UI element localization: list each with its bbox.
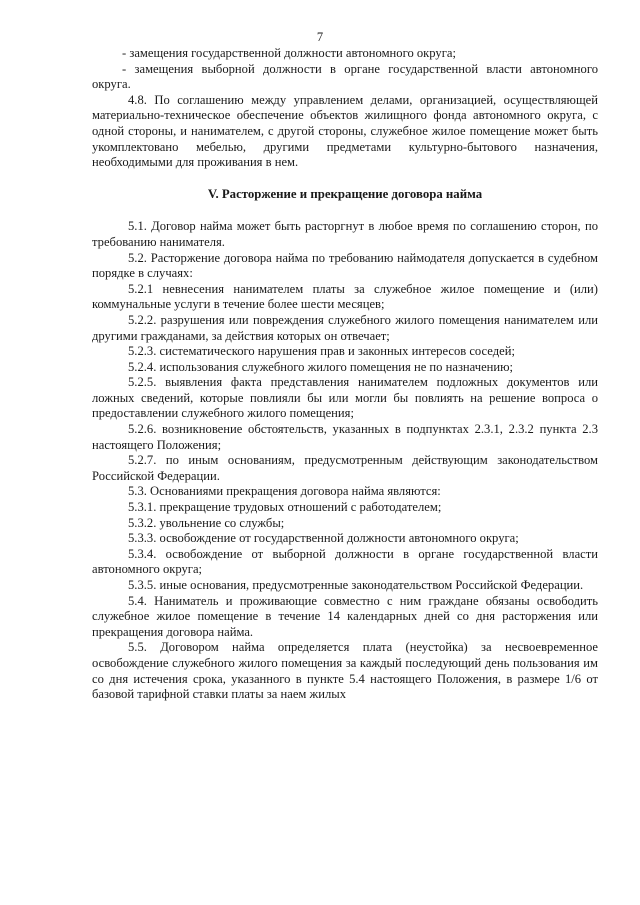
paragraph: 5.3.1. прекращение трудовых отношений с работодателем; [128,500,442,515]
section-heading: V. Расторжение и прекращение договора найма [207,186,483,201]
paragraph: 5.3.3. освобождение от государственной должности автономного округа; [128,531,519,546]
paragraph: 5.2.1 невнесения нанимателем платы за служебное жилое помещение и (или) коммунальные услуги в течение более шести месяцев; [92,281,598,312]
paragraph: 5.3.5. иные основания, предусмотренные законодательством Российской Федерации. [128,578,584,592]
paragraph: 5.2. Расторжение договора найма по требованию наймодателя допускается в судебном порядке в случаях: [92,250,598,281]
paragraph: 5.4. Наниматель и проживающие совместно с ним граждане обязаны освободить служебное жилое помещение в течение 14 календарных дней со дня расторжения или прекращения договора найма. [92,593,598,639]
page-number: 7 [316,30,324,44]
paragraph: - замещения выборной должности в органе государственной власти автономного округа. [92,61,598,92]
paragraph: 5.3.4. освобождение от выборной должности в органе государственной власти автономного округа; [92,546,598,577]
paragraph: 5.1. Договор найма может быть расторгнут в любое время по соглашению сторон, по требованию нанимателя. [92,219,598,249]
paragraph: - замещения государственной должности автономного округа; [122,46,456,60]
paragraph: 5.2.6. возникновение обстоятельств, указанных в подпунктах 2.3.1, 2.3.2 пункта 2.3 настоящего Положения; [92,422,598,452]
paragraph: 5.2.7. по иным основаниям, предусмотренным действующим законодательством Российской Федерации. [92,453,598,483]
paragraph: 5.2.2. разрушения или повреждения служебного жилого помещения нанимателем или другими гражданами, за действия которых он отвечает; [92,312,598,343]
paragraph: 5.2.4. использования служебного жилого помещения не по назначению; [128,359,514,374]
paragraph: 5.2.3. систематического нарушения прав и законных интересов соседей; [128,344,515,359]
paragraph: 5.5. Договором найма определяется плата (неустойка) за несвоевременное освобождение служебного жилого помещения за каждый последующий день пользования им со дня истечения срока, указанного в пункте 5.4 настоящего Положения, в размере 1/6 от базовой тарифной ставки платы за наем жилых [92,640,598,702]
paragraph: 5.2.5. выявления факта представления нанимателем подложных документов или ложных сведений, которые повлияли бы или могли бы повлиять на решение вопроса о предоставлении служебного жилого помещения; [92,375,598,421]
paragraph: 5.3. Основаниями прекращения договора найма являются: [128,484,441,499]
paragraph: 4.8. По соглашению между управлением делами, организацией, осуществляющей материально-техническое обеспечение объектов жилищного фонда автономного округа, с одной стороны, и нанимателем, с другой стороны, служебное жилое помещение может быть укомплектовано мебелью, другими предметами культурно-бытового назначения, необходимыми для проживания в нем. [92,92,598,170]
paragraph: 5.3.2. увольнение со службы; [128,515,285,530]
document-body [92,46,598,703]
